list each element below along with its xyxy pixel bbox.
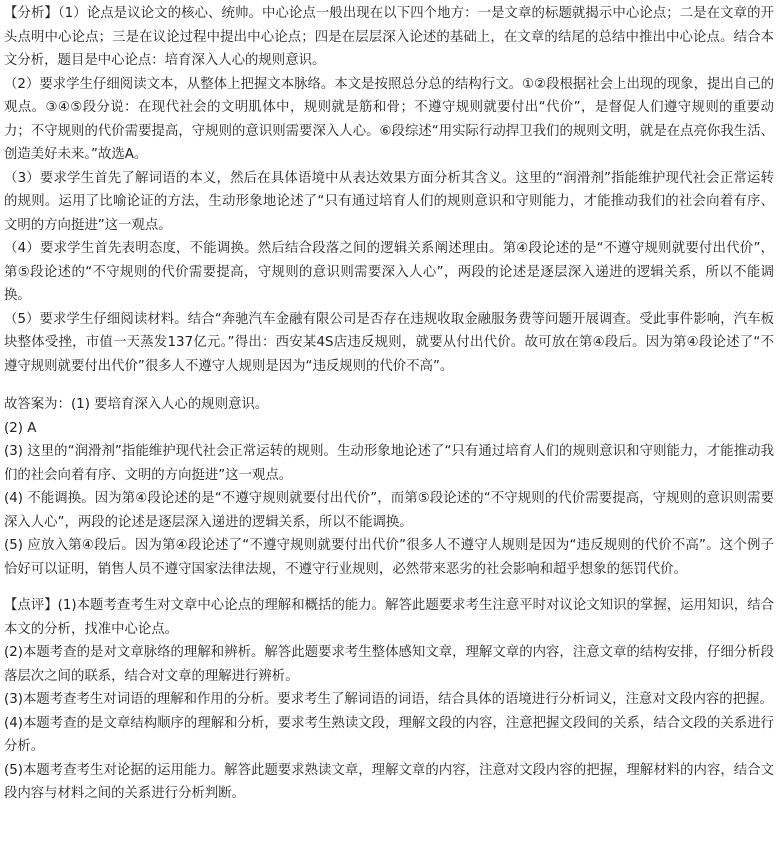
section-spacer	[4, 378, 774, 393]
comment-paragraph-3: (3)本题考查考生对词语的理解和作用的分析。要求考生了解词语的词语，结合具体的语境进行分析词义，注意对文段内容的把握。	[4, 692, 773, 707]
section-spacer	[4, 581, 774, 594]
answer-paragraph-3: (3) 这里的“润滑剂”指能维护现代社会正常运转的规则。生动形象地论述了“只有通过培育人们的规则意识和守则能力，才能推动我们的社会向着有序、文明的方向挺进”这一观点。	[4, 444, 774, 483]
analysis-paragraph-3: （3）要求学生首先了解词语的本义，然后在具体语境中从表达效果方面分析其含义。这里的“润滑剂”指能维护现代社会正常运转的规则。运用了比喻论证的方法，生动形象地论述了“只有通过培育人们的规则意识和守则能力，才能推动我们的社会向着有序、文明的方向挺进”这一观点。	[4, 170, 774, 233]
comment-paragraph-2: (2)本题考查的是对文章脉络的理解和辨析。解答此题要求考生整体感知文章，理解文章的内容，注意文章的结构安排，仔细分析段落层次之间的联系，结合对文章的理解进行辨析。	[4, 645, 774, 684]
analysis-paragraph-1: 【分析】（1）论点是议论文的核心、统帅。中心论点一般出现在以下四个地方：一是文章的标题就揭示中心论点；二是在文章的开头点明中心论点；三是在议论过程中提出中心论点；四是在层层深入论述的基础上，在文章的结尾的总结中推出中心论点。结合本文分析，题目是中心论点：培育深入人心的规则意识。	[4, 6, 774, 68]
comment-section	[4, 594, 774, 806]
answer-paragraph-4: (4) 不能调换。因为第④段论述的是“不遵守规则就要付出代价”，而第⑤段论述的“不守规则的代价需要提高，守规则的意识则需要深入人心”，两段的论述是逐层深入递进的逻辑关系，所以不能调换。	[4, 491, 774, 530]
comment-paragraph-5: (5)本题考查考生对论据的运用能力。解答此题要求熟读文章，理解文章的内容，注意对文段内容的把握，理解材料的内容，结合文段内容与材料之间的关系进行分析判断。	[4, 762, 774, 801]
analysis-paragraph-2: （2）要求学生仔细阅读文本，从整体上把握文本脉络。本文是按照总分总的结构行文。①②段根据社会上出现的现象，提出自己的观点。③④⑤段分说：在现代社会的文明肌体中，规则就是筋和骨；不遵守规则就要付出“代价”，是督促人们遵守规则的重要动力；不守规则的代价需要提高，守规则的意识则需要深入人心。⑥段综述“用实际行动捍卫我们的规则文明，就是在点亮你我生活、创造美好未来。”故选A。	[4, 76, 774, 162]
answer-paragraph-2: (2) A	[4, 420, 37, 436]
comment-paragraph-4: (4)本题考查的是文章结构顺序的理解和分析，要求考生熟读文段，理解文段的内容，注意把握文段间的关系，结合文段的关系进行分析。	[4, 715, 774, 754]
analysis-paragraph-4: （4）要求学生首先表明态度，不能调换。然后结合段落之间的逻辑关系阐述理由。第④段论述的是“不遵守规则就要付出代价”，第⑤段论述的“不守规则的代价需要提高，守规则的意识则需要深入人心”，两段的论述是逐层深入递进的逻辑关系，所以不能调换。	[4, 241, 774, 303]
comment-paragraph-1: 【点评】(1)本题考查考生对文章中心论点的理解和概括的能力。解答此题要求考生注意平时对议论文知识的掌握，运用知识，结合本文的分析，找准中心论点。	[4, 598, 774, 637]
answer-paragraph-1: 故答案为：(1) 要培育深入人心的规则意识。	[4, 397, 269, 412]
answer-paragraph-5: (5) 应放入第④段后。因为第④段论述了“不遵守规则就要付出代价”很多人不遵守人规则是因为“违反规则的代价不高”。这个例子恰好可以证明，销售人员不遵守国家法律法规，不遵守行业规则，必然带来恶劣的社会影响和超乎想象的惩罚代价。	[4, 538, 774, 577]
analysis-section	[4, 2, 774, 378]
answer-section	[4, 393, 774, 581]
analysis-paragraph-5: （5）要求学生仔细阅读材料。结合“奔驰汽车金融有限公司是否存在违规收取金融服务费等问题开展调查。受此事件影响，汽车板块整体受挫，市值一天蒸发137亿元。”得出：西安某4S店违反规则，就要从付出代价。故可放在第④段后。因为第④段论述了“不遵守规则就要付出代价”很多人不遵守人规则是因为“违反规则的代价不高”。	[4, 311, 774, 374]
